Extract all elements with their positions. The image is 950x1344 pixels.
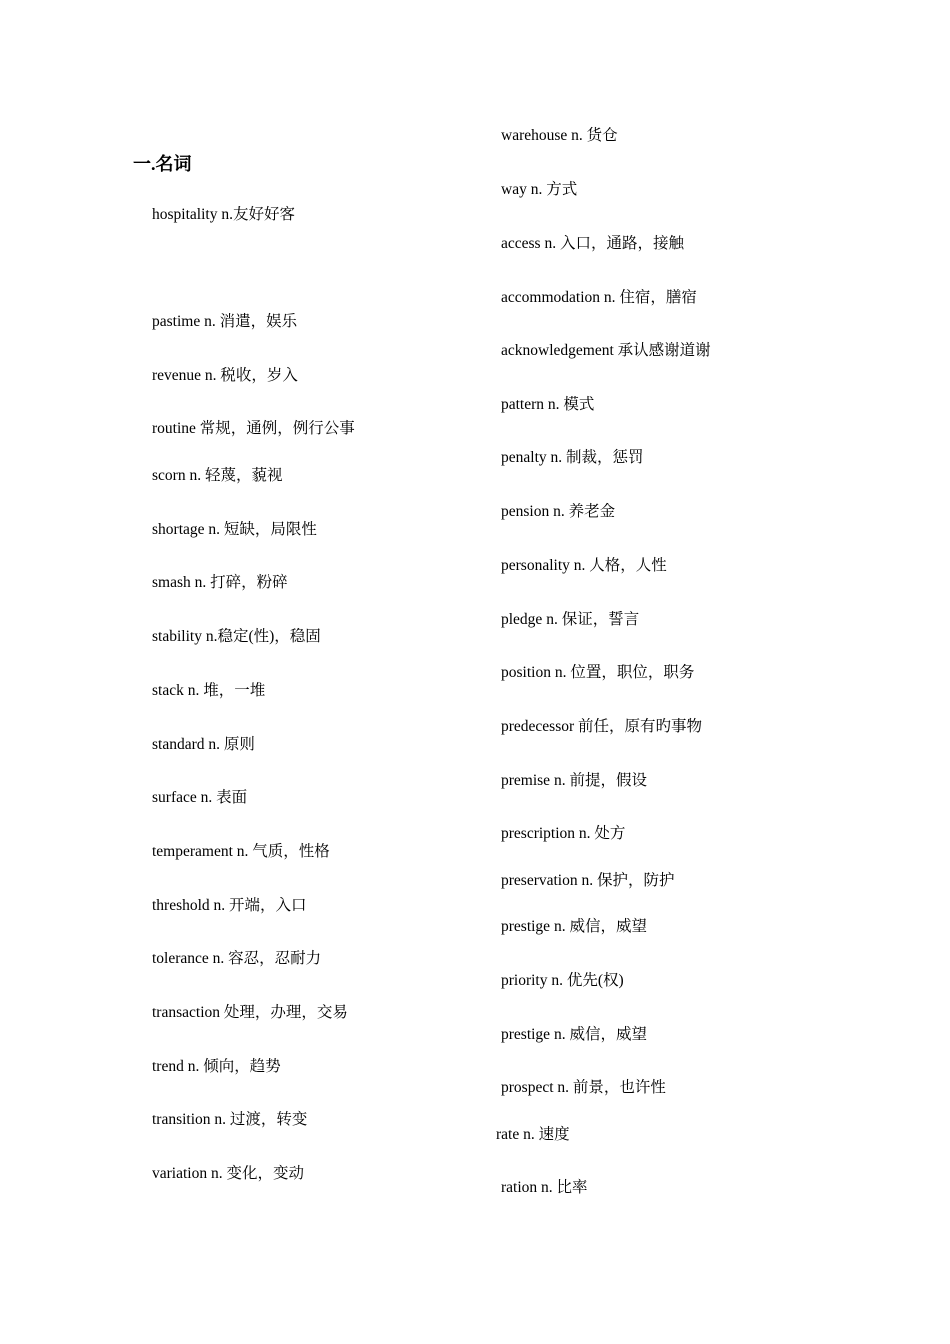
vocab-entry: warehouse n. 货仓 — [501, 127, 618, 144]
vocab-entry: trend n. 倾向，趋势 — [152, 1058, 281, 1075]
vocab-entry: ration n. 比率 — [501, 1179, 588, 1196]
vocab-entry: shortage n. 短缺，局限性 — [152, 521, 317, 538]
vocab-entry: accommodation n. 住宿，膳宿 — [501, 289, 697, 306]
vocab-entry: position n. 位置，职位，职务 — [501, 664, 695, 681]
vocab-entry: prestige n. 威信，威望 — [501, 918, 647, 935]
vocab-entry: pastime n. 消遣，娱乐 — [152, 313, 298, 330]
vocab-entry: prestige n. 威信，威望 — [501, 1026, 647, 1043]
vocab-entry: predecessor 前任，原有旳事物 — [501, 718, 703, 735]
vocab-entry: access n. 入口，通路，接触 — [501, 235, 684, 252]
vocab-entry: personality n. 人格，人性 — [501, 557, 667, 574]
vocab-entry: penalty n. 制裁，惩罚 — [501, 449, 644, 466]
vocab-entry: tolerance n. 容忍，忍耐力 — [152, 950, 322, 967]
vocab-entry: prospect n. 前景，也许性 — [501, 1079, 666, 1096]
vocab-entry: pledge n. 保证，誓言 — [501, 611, 640, 628]
vocab-entry: revenue n. 税收，岁入 — [152, 367, 298, 384]
section-heading: 一.名词 — [133, 154, 192, 174]
vocab-entry: smash n. 打碎，粉碎 — [152, 574, 288, 591]
vocab-entry: preservation n. 保护，防护 — [501, 872, 675, 889]
vocab-entry: variation n. 变化，变动 — [152, 1165, 304, 1182]
vocab-entry: transaction 处理，办理，交易 — [152, 1004, 348, 1021]
vocab-entry: stack n. 堆，一堆 — [152, 682, 266, 699]
vocab-entry: hospitality n.友好好客 — [152, 206, 295, 223]
vocab-entry: scorn n. 轻蔑，藐视 — [152, 467, 283, 484]
vocab-entry: pension n. 养老金 — [501, 503, 616, 520]
vocab-entry: routine 常规，通例，例行公事 — [152, 420, 355, 437]
vocab-entry: temperament n. 气质，性格 — [152, 843, 330, 860]
vocab-entry: transition n. 过渡，转变 — [152, 1111, 308, 1128]
vocab-entry: priority n. 优先(权) — [501, 972, 624, 989]
vocab-entry: way n. 方式 — [501, 181, 578, 198]
vocab-entry: prescription n. 处方 — [501, 825, 626, 842]
vocab-entry: threshold n. 开端，入口 — [152, 897, 307, 914]
vocab-entry: premise n. 前提，假设 — [501, 772, 647, 789]
vocab-entry: stability n.稳定(性)，稳固 — [152, 628, 321, 645]
vocab-entry: rate n. 速度 — [496, 1126, 570, 1143]
vocab-entry: pattern n. 模式 — [501, 396, 595, 413]
vocab-entry: acknowledgement 承认感谢道谢 — [501, 342, 711, 359]
vocab-entry: standard n. 原则 — [152, 736, 255, 753]
vocab-entry: surface n. 表面 — [152, 789, 248, 806]
